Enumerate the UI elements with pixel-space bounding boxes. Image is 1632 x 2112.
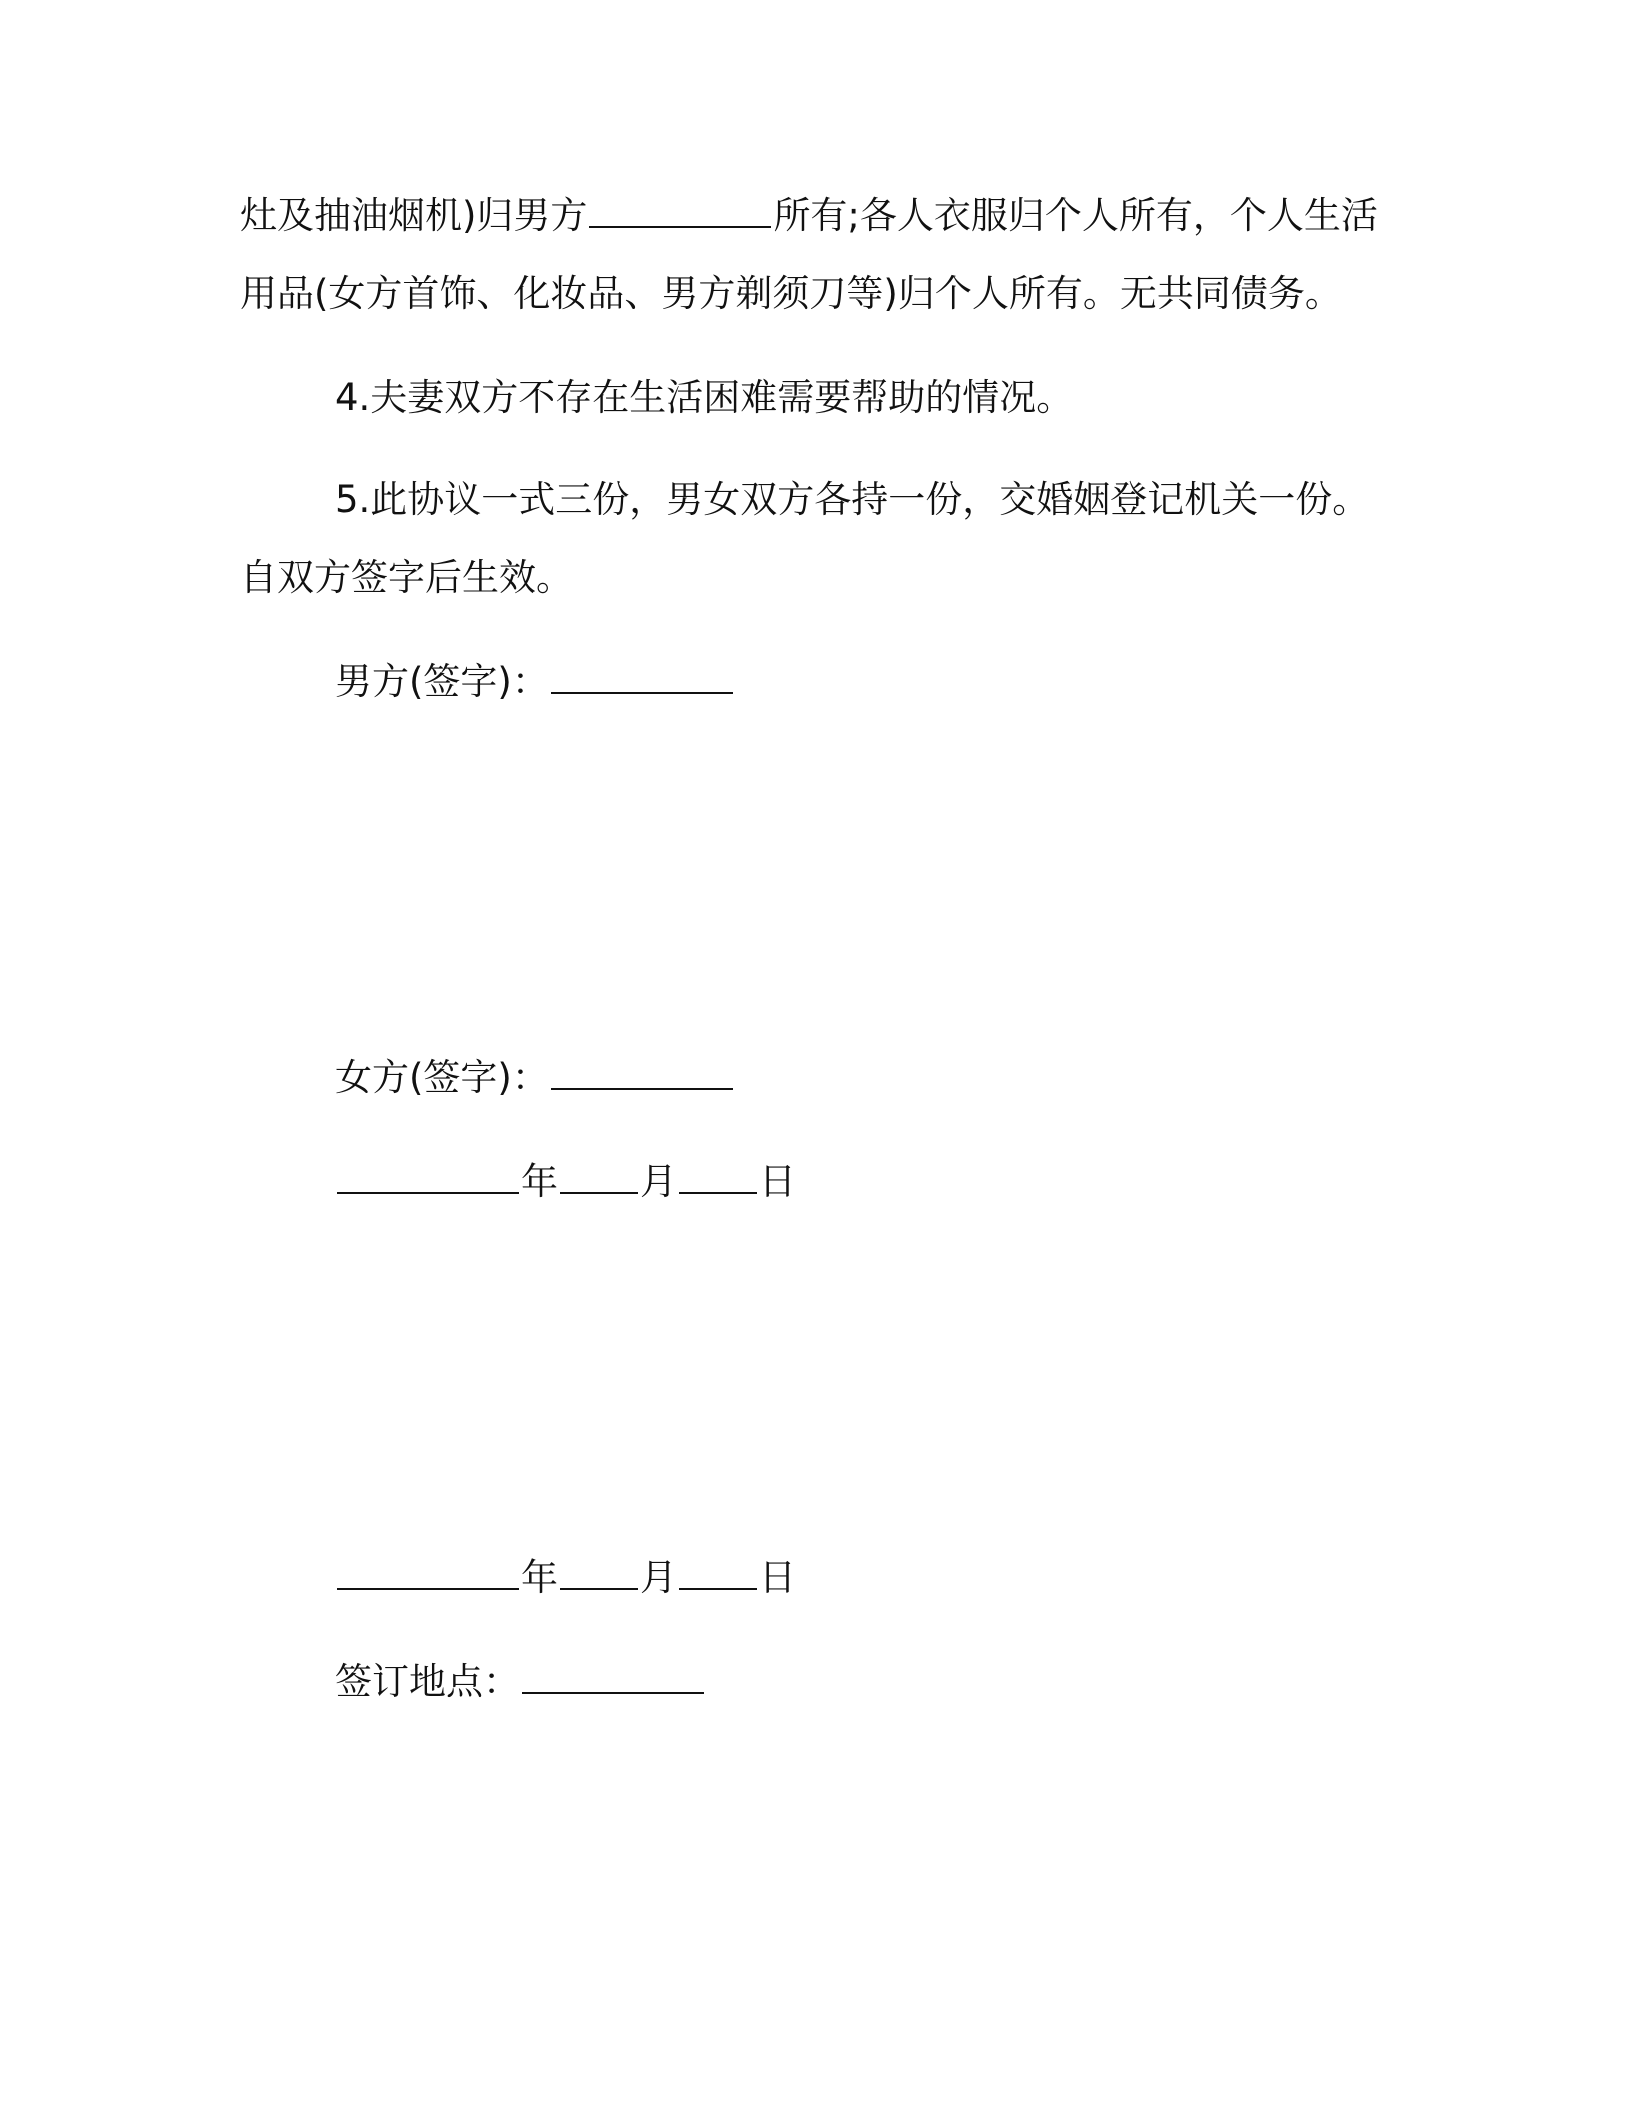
day-blank [679,1162,757,1194]
female-signature-line [335,1052,1495,1104]
clause-5: 5.此协议一式三份，男女双方各持一份，交婚姻登记机关一份。 [335,478,1370,521]
day-label: 日 [759,1556,796,1599]
signing-place-blank [522,1662,704,1694]
month-label: 月 [640,1556,677,1599]
date-line [335,1156,1495,1208]
day-blank [679,1558,757,1590]
year-blank [337,1162,519,1194]
clause-5-continued: 自双方签字后生效。 [240,556,573,599]
clause-4: 4.夫妻双方不存在生活困难需要帮助的情况。 [335,376,1074,419]
paragraph-line [240,190,1400,242]
year-blank [337,1558,519,1590]
month-blank [560,1162,638,1194]
day-label: 日 [759,1160,796,1203]
paragraph-text: 所有;各人衣服归个人所有，个人生活 [773,194,1378,237]
female-signature-label: 女方(签字)： [335,1056,549,1099]
paragraph-line: 用品(女方首饰、化妆品、男方剃须刀等)归个人所有。无共同债务。 [240,272,1342,315]
month-blank [560,1558,638,1590]
year-label: 年 [521,1160,558,1203]
signing-place-label: 签订地点： [335,1660,520,1703]
year-label: 年 [521,1556,558,1599]
paragraph-text: 灶及抽油烟机)归男方 [240,194,588,237]
signing-place-line [335,1656,1495,1708]
female-signature-blank [551,1058,733,1090]
male-signature-line [335,656,1495,708]
month-label: 月 [640,1160,677,1203]
blank-field [589,196,771,228]
date-line [335,1552,1495,1604]
male-signature-blank [551,662,733,694]
male-signature-label: 男方(签字)： [335,660,549,703]
